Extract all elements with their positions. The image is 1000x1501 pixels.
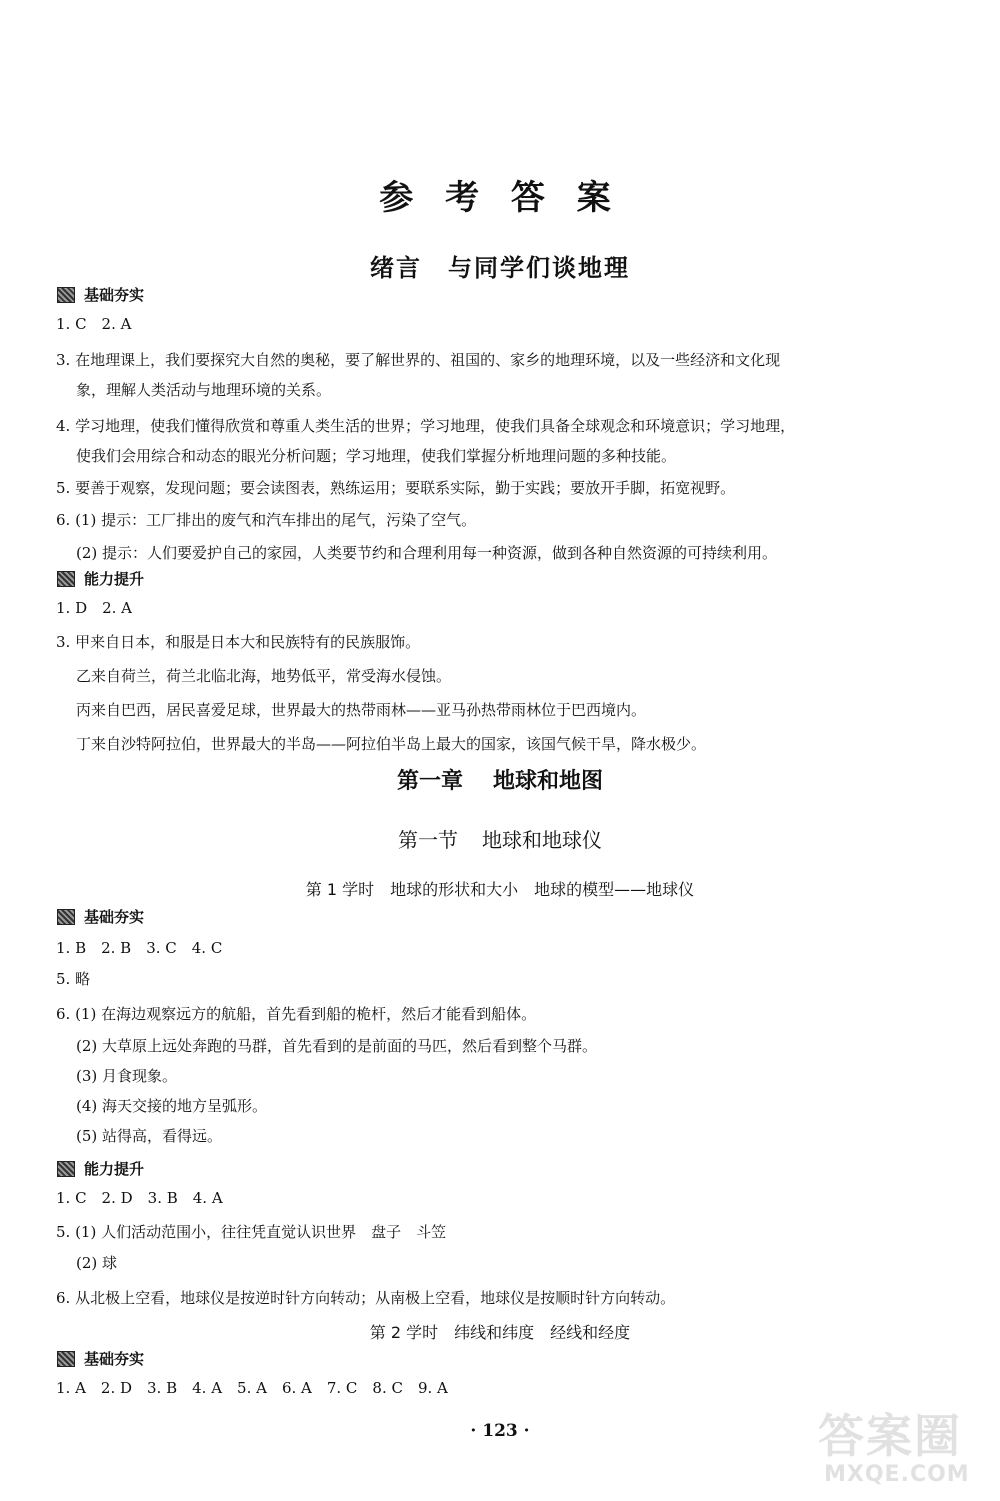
answer-line: 3. 在地理课上，我们要探究大自然的奥秘，要了解世界的、祖国的、家乡的地理环境，以及一些经济和文化现 (56, 351, 781, 369)
answer-line: 1. C 2. A (56, 315, 132, 333)
watermark-text: 答案圈 (818, 1409, 962, 1463)
section-number: 第一节 (398, 828, 458, 852)
section-marker-icon (57, 909, 75, 925)
lesson2-number: 第 2 学时 (369, 1323, 439, 1342)
chapter-title: 地球和地图 (493, 769, 604, 794)
section-marker-icon (57, 1351, 75, 1367)
page-title: 参 考 答 案 (379, 178, 621, 218)
lesson1-title-a: 地球的形状和大小 (390, 880, 519, 899)
intro-heading-label: 绪言 (370, 254, 422, 282)
answer-line: (2) 球 (76, 1254, 118, 1272)
answer-line: 4. 学习地理，使我们懂得欣赏和尊重人类生活的世界；学习地理，使我们具备全球观念和环境意识；学习地理， (56, 417, 796, 435)
lesson1-basic-label: 基础夯实 (84, 908, 145, 926)
answer-line: (3) 月食现象。 (76, 1067, 178, 1085)
lesson1-improve-label: 能力提升 (84, 1160, 145, 1178)
lesson1-title-b: 地球的模型——地球仪 (534, 880, 695, 899)
answer-line: 5. 要善于观察，发现问题；要会读图表，熟练运用；要联系实际，勤于实践；要放开手脚，拓宽视野。 (56, 479, 736, 497)
lesson1-heading (0, 877, 1000, 900)
watermark-logo (818, 1400, 988, 1495)
intro-basic-subheading (57, 284, 144, 305)
watermark-url: MXQE.COM (824, 1462, 970, 1487)
answer-line: (2) 提示：人们要爱护自己的家园，人类要节约和合理利用每一种资源，做到各种自然资源的可持续利用。 (76, 544, 778, 562)
intro-heading-title: 与同学们谈地理 (448, 254, 630, 282)
answer-line: (2) 大草原上远处奔跑的马群，首先看到的是前面的马匹，然后看到整个马群。 (76, 1037, 598, 1055)
lesson2-title-b: 经线和经度 (550, 1323, 631, 1342)
answer-line: 6. (1) 在海边观察远方的航船，首先看到船的桅杆，然后才能看到船体。 (56, 1005, 537, 1023)
lesson2-basic-label: 基础夯实 (84, 1350, 145, 1368)
answer-line: (5) 站得高，看得远。 (76, 1127, 223, 1145)
answer-line: 使我们会用综合和动态的眼光分析问题；学习地理，使我们掌握分析地理问题的多种技能。 (76, 447, 677, 465)
intro-improve-subheading (57, 568, 144, 589)
lesson2-heading (0, 1320, 1000, 1343)
answer-line: 5. 略 (56, 970, 91, 988)
answer-line: 1. B 2. B 3. C 4. C (56, 939, 223, 957)
lesson2-basic-subheading (57, 1348, 144, 1369)
answer-line: (4) 海天交接的地方呈弧形。 (76, 1097, 268, 1115)
chapter-heading (0, 764, 1000, 795)
intro-heading (0, 248, 1000, 283)
intro-basic-label: 基础夯实 (84, 286, 145, 304)
section-marker-icon (57, 571, 75, 587)
lesson1-number: 第 1 学时 (305, 880, 375, 899)
lesson2-title-a: 纬线和纬度 (454, 1323, 535, 1342)
answer-line: 6. (1) 提示：工厂排出的废气和汽车排出的尾气，污染了空气。 (56, 511, 477, 529)
answer-line: 6. 从北极上空看，地球仪是按逆时针方向转动；从南极上空看，地球仪是按顺时针方向转动。 (56, 1289, 676, 1307)
section-marker-icon (57, 1161, 75, 1177)
chapter-number: 第一章 (396, 769, 463, 794)
answer-line: 丙来自巴西，居民喜爱足球，世界最大的热带雨林——亚马孙热带雨林位于巴西境内。 (76, 701, 647, 719)
section-title: 地球和地球仪 (482, 828, 602, 852)
answer-line: 1. D 2. A (56, 599, 133, 617)
page-number: · 123 · (470, 1421, 530, 1441)
section-marker-icon (57, 287, 75, 303)
lesson1-improve-subheading (57, 1158, 144, 1179)
section-heading (0, 824, 1000, 853)
answer-line: 1. A 2. D 3. B 4. A 5. A 6. A 7. C 8. C 9. A (56, 1379, 448, 1397)
answer-line: 象，理解人类活动与地理环境的关系。 (76, 381, 332, 399)
answer-line: 丁来自沙特阿拉伯，世界最大的半岛——阿拉伯半岛上最大的国家，该国气候干旱，降水极少。 (76, 735, 707, 753)
answer-line: 乙来自荷兰，荷兰北临北海，地势低平，常受海水侵蚀。 (76, 667, 452, 685)
answer-line: 5. (1) 人们活动范围小，往往凭直觉认识世界 盘子 斗笠 (56, 1223, 447, 1241)
answer-line: 3. 甲来自日本，和服是日本大和民族特有的民族服饰。 (56, 633, 421, 651)
intro-improve-label: 能力提升 (84, 570, 145, 588)
lesson1-basic-subheading (57, 906, 144, 927)
answer-line: 1. C 2. D 3. B 4. A (56, 1189, 223, 1207)
